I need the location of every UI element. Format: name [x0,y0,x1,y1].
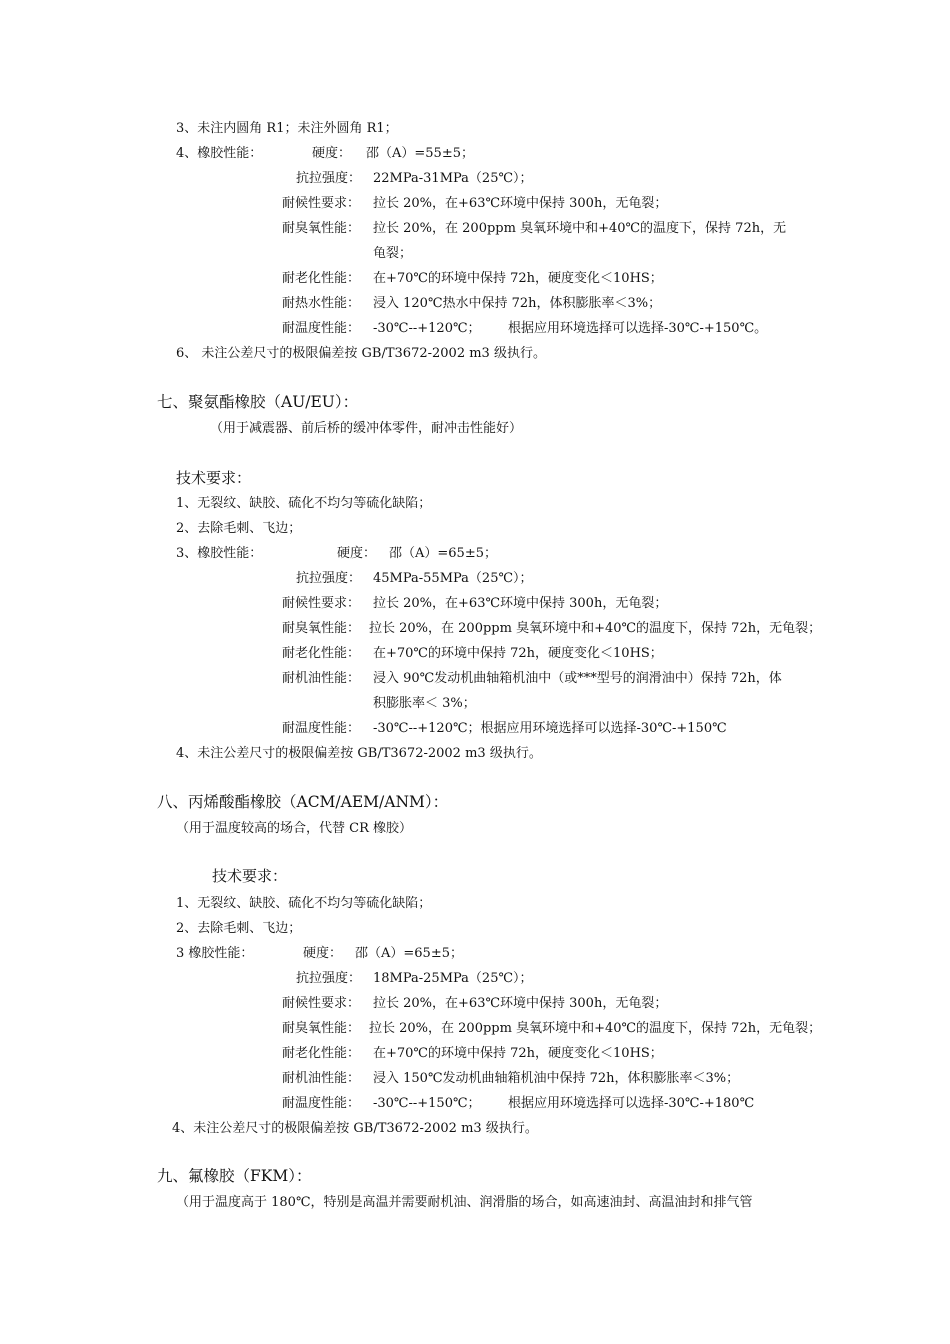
temp-value: -30℃--+120℃； [373,321,481,336]
hardness-label: 硬度： [312,146,352,161]
section-7-usage: （用于减震器、前后桥的缓冲体零件，耐冲击性能好） [210,421,523,436]
temp-note: 根据应用环境选择可以选择-30℃-+180℃ [508,1096,755,1111]
temp-value: -30℃--+120℃；根据应用环境选择可以选择-30℃-+150℃ [373,721,727,736]
ozone-value: 拉长 20%，在 200ppm 臭氧环境中和+40℃的温度下，保持 72h，无龟裂； [369,621,822,636]
ozone-label: 耐臭氧性能： [282,1021,361,1036]
temp-value: -30℃--+150℃； [373,1096,481,1111]
aging-label: 耐老化性能： [282,646,361,661]
ozone-value: 拉长 20%，在 200ppm 臭氧环境中和+40℃的温度下，保持 72h，无 [373,221,787,236]
item-6-tolerance: 6、 未注公差尺寸的极限偏差按 GB/T3672-2002 m3 级执行。 [176,346,546,361]
weather-value: 拉长 20%，在+63℃环境中保持 300h，无龟裂； [373,196,668,211]
oil-value: 浸入 150℃发动机曲轴箱机油中保持 72h，体积膨胀率＜3%； [373,1071,740,1086]
item-4-label: 4、橡胶性能： [176,146,263,161]
ozone-value: 拉长 20%，在 200ppm 臭氧环境中和+40℃的温度下，保持 72h，无龟裂； [369,1021,822,1036]
hardness-value: 邵（A）=55±5； [366,146,474,161]
section-9-usage: （用于温度高于 180℃，特别是高温并需要耐机油、润滑脂的场合，如高速油封、高温油封和排气管 [176,1195,753,1210]
aging-value: 在+70℃的环境中保持 72h，硬度变化＜10HS； [373,271,663,286]
ozone-label: 耐臭氧性能： [282,621,361,636]
weather-label: 耐候性要求： [282,996,361,1011]
section-8-req-title: 技术要求： [212,867,288,885]
temp-label: 耐温度性能： [282,321,361,336]
section-8-item-3-label: 3 橡胶性能： [176,946,254,961]
tensile-label: 抗拉强度： [296,171,362,186]
hardness-label: 硬度： [303,946,343,961]
temp-note: 根据应用环境选择可以选择-30℃-+150℃。 [508,321,768,336]
section-8-heading: 八、丙烯酸酯橡胶（ACM/AEM/ANM）： [157,793,449,811]
section-7-item-3-label: 3、橡胶性能： [176,546,263,561]
temp-label: 耐温度性能： [282,721,361,736]
hardness-value: 邵（A）=65±5； [389,546,497,561]
temp-label: 耐温度性能： [282,1096,361,1111]
weather-value: 拉长 20%，在+63℃环境中保持 300h，无龟裂； [373,596,668,611]
oil-label: 耐机油性能： [282,671,361,686]
tensile-label: 抗拉强度： [296,571,362,586]
section-8-item-4: 4、未注公差尺寸的极限偏差按 GB/T3672-2002 m3 级执行。 [172,1121,538,1136]
hardness-value: 邵（A）=65±5； [355,946,463,961]
section-8-item-2: 2、去除毛刺、飞边； [176,921,302,936]
tensile-value: 22MPa-31MPa（25℃）； [373,171,533,186]
tensile-value: 45MPa-55MPa（25℃）； [373,571,533,586]
oil-value: 浸入 90℃发动机曲轴箱机油中（或***型号的润滑油中）保持 72h，体 [373,671,782,686]
weather-label: 耐候性要求： [282,196,361,211]
item-3-fillet: 3、未注内圆角 R1；未注外圆角 R1； [176,121,398,136]
hotwater-label: 耐热水性能： [282,296,361,311]
tensile-value: 18MPa-25MPa（25℃）； [373,971,533,986]
hardness-label: 硬度： [337,546,377,561]
ozone-label: 耐臭氧性能： [282,221,361,236]
weather-label: 耐候性要求： [282,596,361,611]
section-8-item-1: 1、无裂纹、缺胶、硫化不均匀等硫化缺陷； [176,896,432,911]
oil-value-cont: 积膨胀率＜ 3%； [373,696,476,711]
tensile-label: 抗拉强度： [296,971,362,986]
section-7-req-title: 技术要求： [176,469,252,487]
aging-label: 耐老化性能： [282,1046,361,1061]
section-7-item-4: 4、未注公差尺寸的极限偏差按 GB/T3672-2002 m3 级执行。 [176,746,542,761]
section-9-heading: 九、氟橡胶（FKM）： [157,1167,312,1185]
aging-value: 在+70℃的环境中保持 72h，硬度变化＜10HS； [373,1046,663,1061]
section-8-usage: （用于温度较高的场合，代替 CR 橡胶） [176,821,412,836]
weather-value: 拉长 20%，在+63℃环境中保持 300h，无龟裂； [373,996,668,1011]
aging-label: 耐老化性能： [282,271,361,286]
oil-label: 耐机油性能： [282,1071,361,1086]
section-7-heading: 七、聚氨酯橡胶（AU/EU）： [157,393,359,411]
hotwater-value: 浸入 120℃热水中保持 72h，体积膨胀率＜3%； [373,296,662,311]
section-7-item-1: 1、无裂纹、缺胶、硫化不均匀等硫化缺陷； [176,496,432,511]
aging-value: 在+70℃的环境中保持 72h，硬度变化＜10HS； [373,646,663,661]
section-7-item-2: 2、去除毛刺、飞边； [176,521,302,536]
ozone-value-cont: 龟裂； [373,246,413,261]
